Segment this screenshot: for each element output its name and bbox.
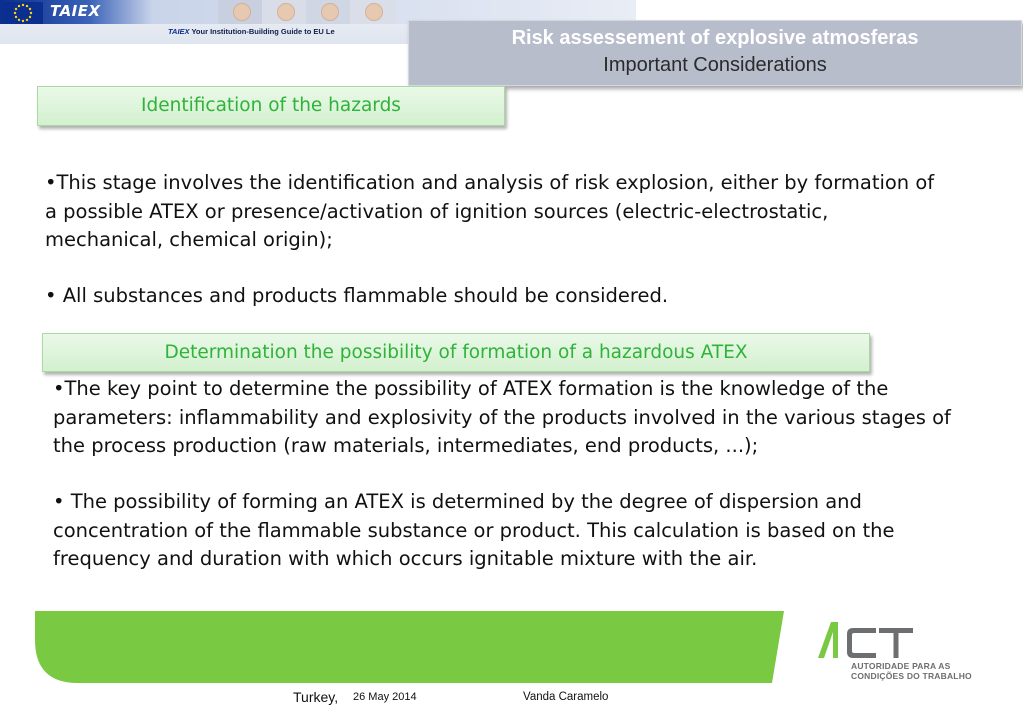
act-logo-text: CONDIÇÕES DO TRABALHO (851, 671, 972, 681)
footer-place: Turkey, (293, 689, 339, 705)
footer-date: 26 May 2014 (353, 691, 417, 703)
act-logo-text: AUTORIDADE PARA AS (851, 661, 951, 671)
act-logo (816, 620, 916, 660)
taiex-tagline-text: Your Institution-Building Guide to EU Le (191, 27, 335, 36)
bullet-paragraph: •The key point to determine the possibility of ATEX formation is the knowledge of the parameters: inflammability and explosivity of the products involved in the various stages of the process production (raw materials, intermediates, end products, ...); (53, 377, 951, 457)
bullet-paragraph: • The possibility of forming an ATEX is determined by the degree of dispersion and concentration of the flammable substance or product. This calculation is based on the frequency and duration with which occurs ignitable mixture with the air. (53, 490, 895, 570)
section-heading-atex: Determination the possibility of formation of a hazardous ATEX (42, 333, 870, 372)
footer-author: Vanda Caramelo (523, 691, 609, 703)
slide-title: Risk assessement of explosive atmosferas (511, 27, 919, 49)
slide-subtitle: Important Considerations (603, 54, 827, 76)
bullet-paragraph: •This stage involves the identification and analysis of risk explosion, either by formation of a possible ATEX or presence/activation of ignition sources (electric-electrostatic, mechanical, chemical origin); (45, 171, 935, 251)
taiex-logo: TAIEX (50, 2, 101, 20)
section-heading-hazards: Identification of the hazards (37, 86, 505, 126)
taiex-tagline-brand: TAIEX (168, 27, 190, 36)
bullet-paragraph: • All substances and products flammable should be considered. (45, 284, 669, 307)
